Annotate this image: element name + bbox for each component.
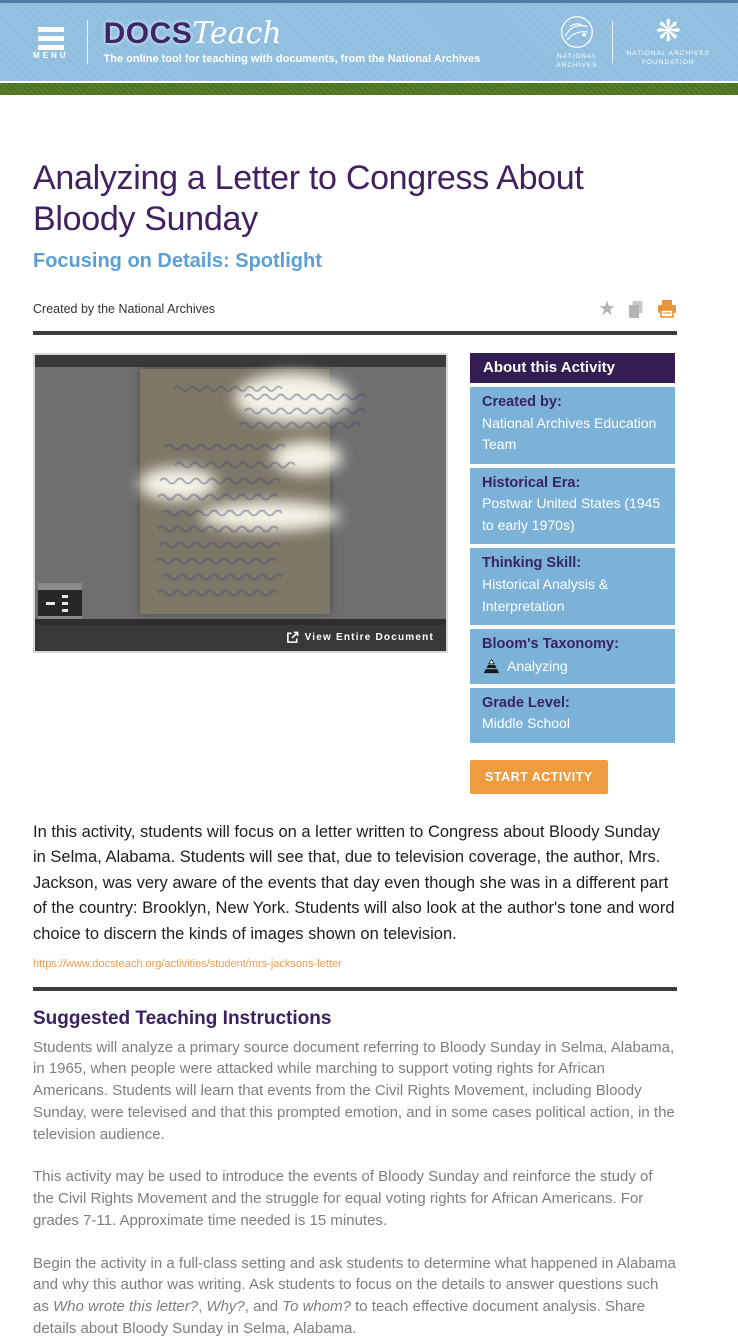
green-accent-strip <box>0 83 738 95</box>
favorite-star-icon[interactable]: ★ <box>598 298 616 321</box>
viewer-top-bar <box>35 355 446 367</box>
about-row-label: Thinking Skill: <box>482 555 582 572</box>
about-row-label: Created by: <box>482 393 562 410</box>
activity-description: In this activity, students will focus on a letter written to Congress about Bloody Sunday in Selma, Alabama. Students will see that, due to television coverage, the author, Mrs. Jackson, was very aware of the events that day even though she was in a different part of the country: Brooklyn, New York. Students will also look at the author's tone and word choice to discern the kinds of images shown on television. <box>33 822 675 944</box>
instructions-paragraph-3: Begin the activity in a full-class setting and ask students to determine what happened in Alabama and why this author was writing. Ask students to focus on the details to answer questions such as Who wrote this letter?, Why?, and To whom? to teach effective document analysis. Share details about Bloody Sunday in Selma, Alabama. <box>33 1254 676 1337</box>
about-row-value: Historical Analysis & Interpretation <box>482 576 609 614</box>
viewer-thumbnail-panel[interactable] <box>38 583 82 623</box>
byline: Created by the National Archives <box>33 302 216 317</box>
national-archives-logo[interactable] <box>556 14 597 70</box>
about-row-value: Postwar United States (1945 to early 1970s) <box>482 495 661 533</box>
header-divider <box>87 20 88 64</box>
about-row-value: Analyzing <box>507 657 568 674</box>
about-activity-panel <box>470 353 675 794</box>
start-activity-button[interactable]: START ACTIVITY <box>470 760 608 794</box>
main-content <box>0 158 738 1340</box>
foundation-star-icon: ❋ <box>655 15 681 49</box>
instructions-paragraph-1: Students will analyze a primary source document referring to Bloody Sunday in Selma, Alabama, in 1965, when people were attacked while marching to support voting rights for African Americans. Students will learn that events from the Civil Rights Movement, including Bloody Sunday, were televised and that this prompted emotion, and in some cases political action, in the television audience. <box>33 1038 675 1143</box>
section-rule-bottom <box>33 987 677 991</box>
site-tagline: The online tool for teaching with documents, from the National Archives <box>103 53 481 65</box>
teaching-instructions-heading: Suggested Teaching Instructions <box>33 1007 332 1029</box>
viewer-bottom-bar[interactable] <box>35 625 446 651</box>
logo-separator <box>612 21 613 63</box>
about-row-created-by <box>470 387 675 464</box>
activity-url-link[interactable]: https://www.docsteach.org/activities/student/mrs-jacksons-letter <box>33 957 342 970</box>
national-archives-eagle-icon <box>559 14 595 50</box>
print-icon[interactable] <box>657 300 677 318</box>
blooms-pyramid-icon <box>482 659 501 674</box>
about-row-value: Middle School <box>482 715 570 732</box>
site-header <box>0 0 738 81</box>
logo-teach-text: Teach <box>192 16 282 51</box>
copy-pages-icon[interactable] <box>627 300 646 319</box>
archives-logo-caption: NATIONAL ARCHIVES <box>556 53 598 69</box>
document-preview-viewer[interactable] <box>33 353 448 653</box>
docsteach-logo[interactable] <box>103 16 481 65</box>
about-panel-title: About this Activity <box>470 353 675 383</box>
about-row-label: Historical Era: <box>482 474 581 491</box>
about-row-value: National Archives Education Team <box>482 414 657 453</box>
national-archives-foundation-logo[interactable] <box>627 17 710 67</box>
about-row-thinking-skill <box>470 548 675 625</box>
page-title: Analyzing a Letter to Congress About Bloody Sunday <box>33 159 584 239</box>
hamburger-icon <box>38 27 64 50</box>
menu-button[interactable] <box>33 27 69 60</box>
handwriting-decoration <box>140 369 330 614</box>
about-row-grade-level <box>470 688 675 743</box>
about-row-label: Bloom's Taxonomy: <box>482 636 619 653</box>
view-entire-document-label: View Entire Document <box>304 632 434 644</box>
section-rule-top <box>33 331 677 335</box>
instructions-paragraph-2: This activity may be used to introduce the events of Bloody Sunday and reinforce the study of the Civil Rights Movement and the struggle for equal voting rights for African Americans. For grades 7-11. Approximate time needed is 15 minutes. <box>33 1168 653 1229</box>
foundation-logo-caption: NATIONAL ARCHIVES FOUNDATION <box>626 50 710 66</box>
about-row-historical-era <box>470 468 675 545</box>
logo-docs-text: DOCS <box>103 17 193 50</box>
menu-label: MENU <box>33 50 69 60</box>
about-row-label: Grade Level: <box>482 694 570 711</box>
page-subtitle: Focusing on Details: Spotlight <box>33 249 322 272</box>
external-link-icon <box>286 631 299 644</box>
about-row-blooms-taxonomy <box>470 629 675 683</box>
